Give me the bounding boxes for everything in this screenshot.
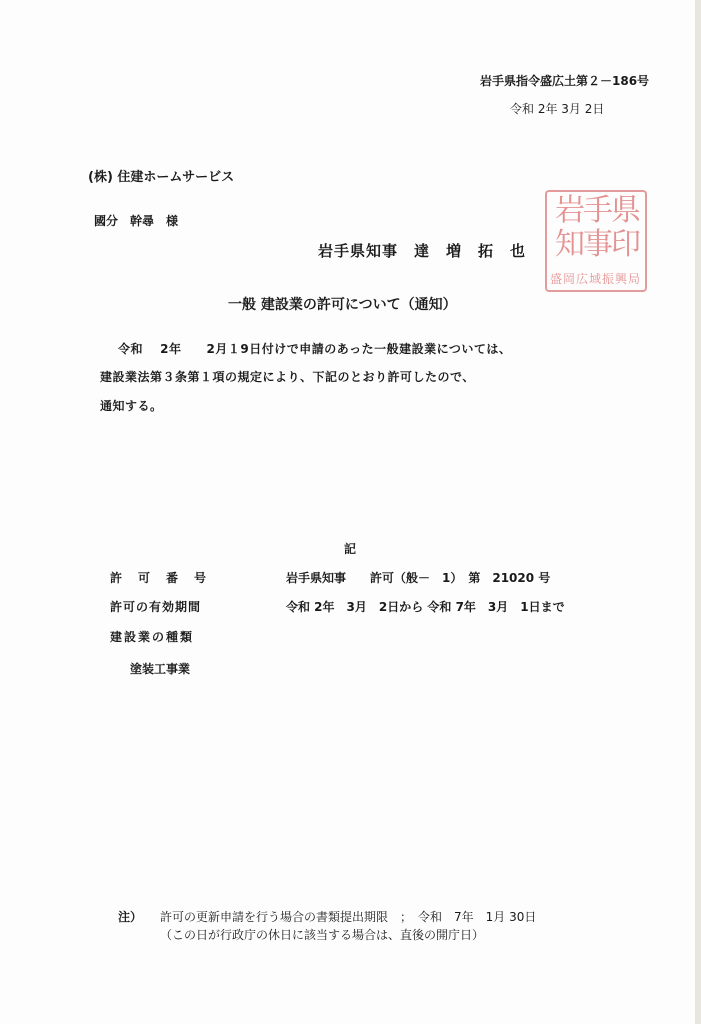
- body-line-1: 令和 2年 2月１9日付けで申請のあった一般建設業については、: [118, 342, 512, 356]
- seal-glyph: 事: [583, 227, 613, 262]
- seal-glyph: 岩: [555, 193, 585, 228]
- document-number: 岩手県指令盛広土第２－186号: [480, 74, 650, 88]
- recipient-person: 國分 幹尋 様: [94, 214, 179, 228]
- business-type-label: 建設業の種類: [110, 630, 195, 644]
- recipient-company: (株) 住建ホームサービス: [88, 170, 235, 185]
- sender-name: 岩手県知事 達 増 拓 也: [318, 242, 527, 260]
- page-edge-shadow: [695, 0, 701, 1024]
- seal-bottom-text: 盛岡広域振興局: [550, 272, 642, 286]
- note-line-1: 許可の更新申請を行う場合の書類提出期限 ； 令和 7年 1月 30日: [160, 910, 537, 924]
- validity-value: 令和 2年 3月 2日から 令和 7年 3月 1日まで: [286, 600, 565, 614]
- body-line-2: 建設業法第３条第１項の規定により、下記のとおり許可したので、: [100, 370, 475, 384]
- permit-number-label: 許 可 番 号: [110, 571, 209, 585]
- ki-heading: 記: [344, 542, 357, 556]
- seal-glyph: 手: [583, 193, 613, 228]
- subject-title: 一般 建設業の許可について（通知）: [228, 297, 457, 313]
- permit-number-value: 岩手県知事 許可（般－ 1） 第 21020 号: [286, 571, 551, 585]
- body-line-3: 通知する。: [100, 399, 163, 413]
- official-seal: [545, 190, 647, 292]
- note-line-2: （この日が行政庁の休日に該当する場合は、直後の開庁日）: [160, 928, 485, 942]
- seal-glyph: 印: [611, 227, 641, 262]
- validity-label: 許可の有効期間: [110, 600, 202, 614]
- note-label: 注）: [118, 910, 143, 924]
- business-type-value: 塗装工事業: [130, 662, 191, 676]
- seal-glyph: 県: [611, 193, 641, 228]
- document-date: 令和 2年 3月 2日: [510, 102, 605, 116]
- seal-glyph: 知: [555, 227, 585, 262]
